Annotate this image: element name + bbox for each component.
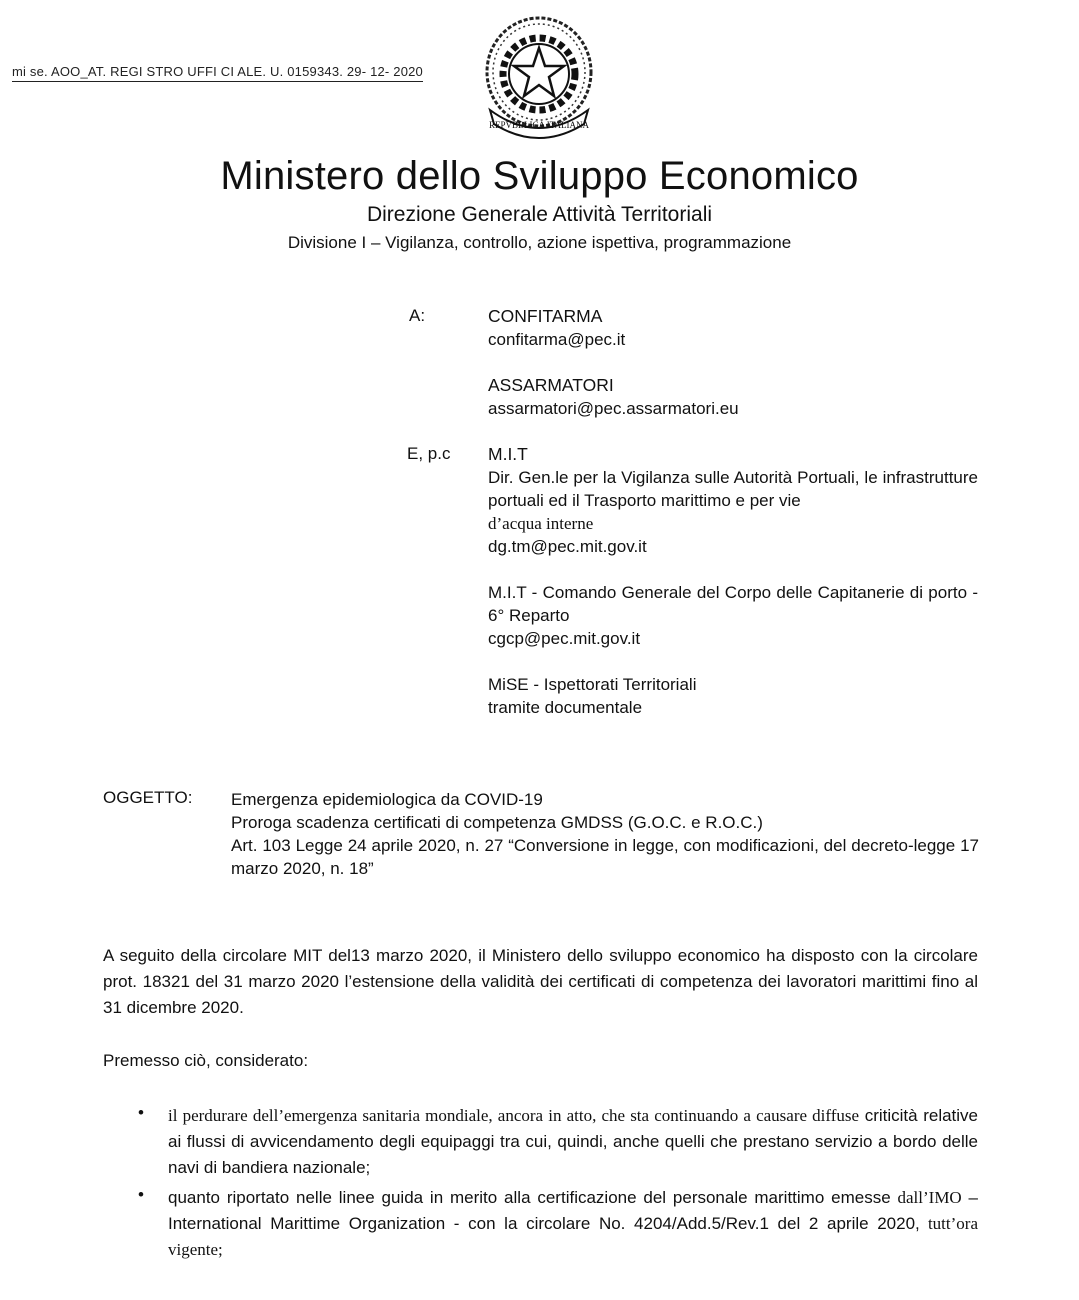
directorate-subtitle: Direzione Generale Attività Territoriali <box>366 203 713 226</box>
bullet-1-serif-text: il perdurare dell’emergenza sanitaria mondiale, ancora in atto, che sta continuando a causare diffuse <box>168 1106 860 1125</box>
cc-label: E, p.c <box>407 444 451 463</box>
body-paragraph-1: A seguito della circolare MIT del13 marzo 2020, il Ministero dello sviluppo economico ha disposto con la circolare prot. 18321 del 31 marzo 2020 l’estensione della validità dei certificati di competenza dei lavoratori marittimi fino al 31 dicembre 2020. <box>103 946 978 1017</box>
recipient-confitarma <box>488 305 978 351</box>
subject-label: OGGETTO: <box>103 788 193 807</box>
bullet-1-text: criticità relative ai flussi di avvicendamento degli equipaggi tra cui, quindi, anche quelli che prestano servizio a bordo delle navi di bandiera nazionale; <box>168 1106 979 1177</box>
emblem-svg <box>482 14 596 140</box>
cc-mise-ispettorati <box>488 673 978 719</box>
bullet-item-2 <box>168 1185 978 1263</box>
repubblica-italiana-emblem-icon <box>482 14 596 140</box>
bullet-2-serif-imo: dall’IMO <box>897 1188 962 1207</box>
protocol-stamp: mi se. AOO_AT. REGI STRO UFFI CI ALE. U. 0159343. 29- 12- 2020 <box>12 64 423 82</box>
cc-mit-dgtm <box>488 443 978 558</box>
subject-line-2: Proroga scadenza certificati di competenza GMDSS (G.O.C. e R.O.C.) <box>231 813 763 832</box>
emblem-ribbon-text: REPVBBLICA ITALIANA <box>488 120 590 130</box>
bullet-2-text-b: – International Marittime Organization - con la circolare No. 4204/Add.5/Rev.1 del 2 aprile 2020, <box>168 1188 979 1233</box>
subject-text <box>231 788 979 880</box>
to-label: A: <box>409 306 426 325</box>
recipient-org: MiSE - Ispettorati Territoriali <box>488 675 697 694</box>
recipient-email: confitarma@pec.it <box>488 330 626 349</box>
bullet-icon: • <box>138 1103 144 1122</box>
division-line: Divisione I – Vigilanza, controllo, azione ispettiva, programmazione <box>287 233 792 252</box>
recipient-assarmatori <box>488 374 978 420</box>
bullet-item-1 <box>168 1103 978 1181</box>
bullet-2-serif-end: tutt’ora vigente; <box>168 1214 978 1259</box>
recipient-email: cgcp@pec.mit.gov.it <box>488 629 641 648</box>
recipient-org: M.I.T - Comando Generale del Corpo delle Capitanerie di porto - 6° Reparto <box>488 583 978 625</box>
bullet-2-text-a: quanto riportato nelle linee guida in merito alla certificazione del personale marittimo emesse <box>168 1188 891 1207</box>
bullet-icon: • <box>138 1185 144 1204</box>
recipient-description: Dir. Gen.le per la Vigilanza sulle Autorità Portuali, le infrastrutture portuali ed il Trasporto marittimo e per vie <box>488 468 978 510</box>
recipient-email: assarmatori@pec.assarmatori.eu <box>488 399 739 418</box>
recipient-org: M.I.T <box>488 444 528 464</box>
recipient-description-end: d’acqua interne <box>488 514 594 533</box>
cc-mit-capitanerie <box>488 581 978 650</box>
recipient-email: dg.tm@pec.mit.gov.it <box>488 537 647 556</box>
recipient-org: ASSARMATORI <box>488 375 614 395</box>
premise-line: Premesso ciò, considerato: <box>103 1051 309 1070</box>
recipient-org: CONFITARMA <box>488 306 603 326</box>
subject-line-1: Emergenza epidemiologica da COVID-19 <box>231 790 543 809</box>
subject-line-3: Art. 103 Legge 24 aprile 2020, n. 27 “Conversione in legge, con modificazioni, del decreto-legge 17 marzo 2020, n. 18” <box>231 836 979 878</box>
ministry-title: Ministero dello Sviluppo Economico <box>220 154 859 198</box>
recipient-note: tramite documentale <box>488 698 643 717</box>
